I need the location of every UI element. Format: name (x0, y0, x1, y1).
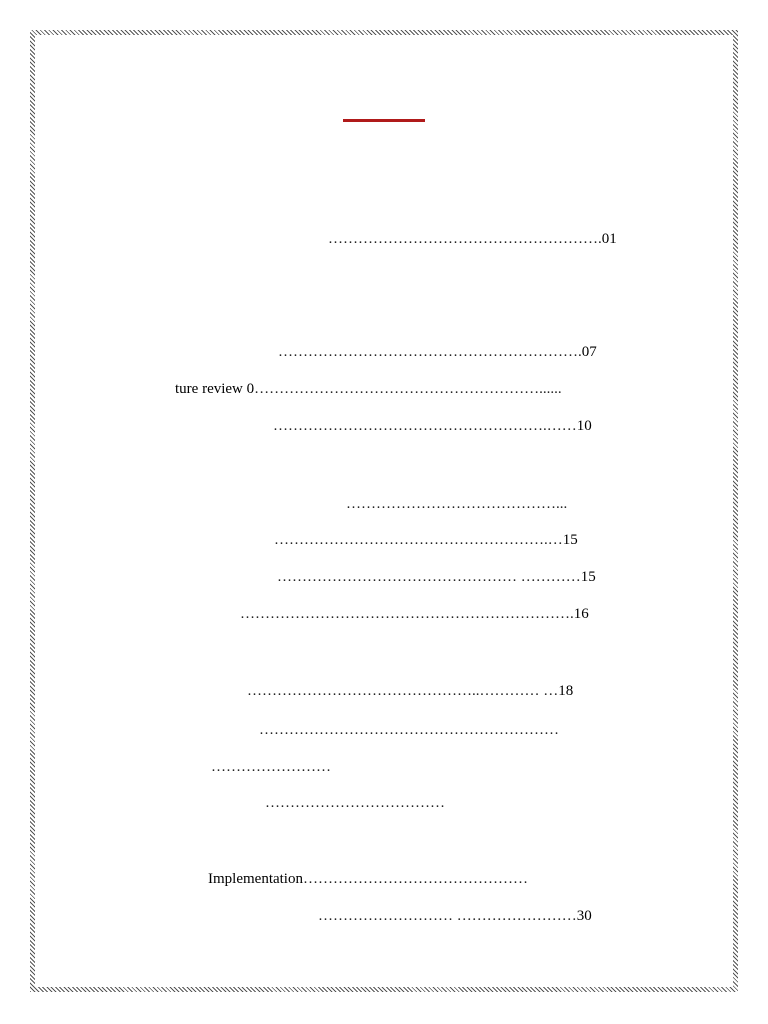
toc-entry-leader: …………………………………………………… (259, 722, 559, 738)
toc-entry-leader: ……………………………………………….… (274, 532, 563, 548)
toc-entry-leader: ……………………………………... (346, 496, 568, 512)
toc-entry (208, 869, 528, 889)
toc-entry (277, 567, 596, 587)
toc-entry-leader: ……………………………… (265, 795, 445, 811)
toc-entry (346, 494, 567, 514)
toc-entry (175, 379, 562, 399)
toc-entry-page: 10 (576, 418, 592, 434)
toc-entry-leader: ……………………………………………….…… (273, 418, 577, 434)
toc-entry (211, 757, 331, 777)
toc-entry-page: 30 (576, 908, 592, 924)
toc-entry-label: Implementation (208, 871, 303, 887)
toc-entry (247, 681, 573, 701)
toc-entry-page: 15 (580, 569, 596, 585)
toc-entry (278, 342, 597, 362)
toc-entry-page: 15 (562, 532, 578, 548)
toc-entry-leader: …………………………………………………………. (240, 606, 574, 622)
toc-entry (265, 793, 445, 813)
toc-entry (240, 604, 589, 624)
toc-entry (318, 906, 592, 926)
toc-entry (328, 229, 617, 249)
toc-entry-page: 16 (573, 606, 589, 622)
toc-entry (274, 530, 578, 550)
toc-entry-leader: ………………………………………… ………… (277, 569, 581, 585)
toc-entry-page: 01 (601, 231, 617, 247)
toc-entry-leader: ………………………………………..………… … (247, 683, 559, 699)
toc-entry (273, 416, 592, 436)
toc-entry-page: 07 (581, 344, 597, 360)
toc-entry-leader: ……………………………………… (302, 871, 528, 887)
title-underline (343, 119, 425, 122)
toc-entry-leader: …………………… (211, 759, 331, 775)
toc-entry-label: ture review 0 (175, 381, 255, 397)
toc-entry-leader: ………………………………………………. (328, 231, 602, 247)
toc-entry-leader: ……………………………………………………. (278, 344, 582, 360)
toc-entry-page: 18 (558, 683, 574, 699)
toc-entry-leader: ……………………… …………………… (318, 908, 577, 924)
toc-entry (259, 720, 559, 740)
toc-entry-leader: …………………………………………………...... (254, 381, 562, 397)
